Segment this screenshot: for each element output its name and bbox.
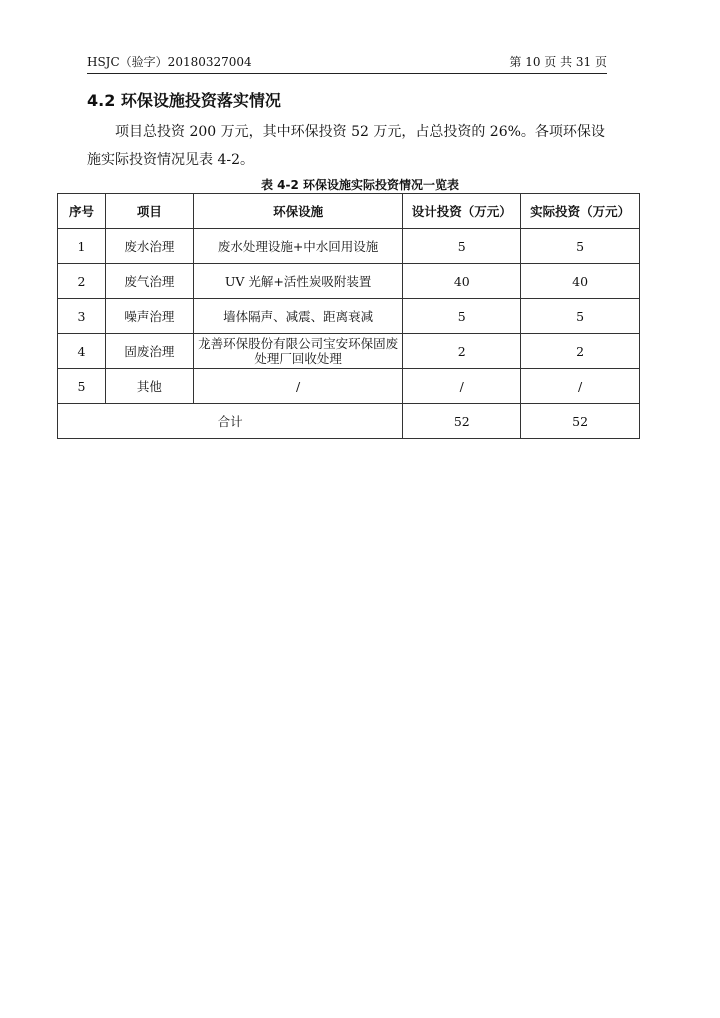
page-header [87,52,607,74]
cell-actual: 40 [521,264,640,299]
report-number: HSJC（验字）20180327004 [87,55,252,69]
cell-total-design: 52 [403,404,521,439]
cell-no: 3 [58,299,106,334]
cell-no: 5 [58,369,106,404]
cell-design: 40 [403,264,521,299]
cell-item: 其他 [105,369,193,404]
cell-facility: 墙体隔声、减震、距离衰减 [193,299,403,334]
cell-item: 废气治理 [105,264,193,299]
cell-actual: 5 [521,299,640,334]
table-total-row [58,404,640,439]
table-row [58,334,640,369]
cell-total-actual: 52 [521,404,640,439]
section-title: 4.2 环保设施投资落实情况 [87,91,281,110]
investment-table [57,193,640,439]
section-paragraph: 项目总投资 200 万元，其中环保投资 52 万元，占总投资的 26%。各项环保设施实际投资情况见表 4-2。 [87,124,605,168]
table-row [58,264,640,299]
table-row [58,369,640,404]
page-number: 第 10 页 共 31 页 [509,55,607,69]
cell-no: 1 [58,229,106,264]
cell-design: 2 [403,334,521,369]
cell-facility: 龙善环保股份有限公司宝安环保固废处理厂回收处理 [193,334,403,369]
cell-item: 固废治理 [105,334,193,369]
cell-no: 4 [58,334,106,369]
cell-facility: UV 光解+活性炭吸附装置 [193,264,403,299]
header-actual-investment: 实际投资（万元） [521,194,640,229]
table-caption: 表 4-2 环保设施实际投资情况一览表 [260,178,460,192]
header-no: 序号 [58,194,106,229]
cell-facility: 废水处理设施+中水回用设施 [193,229,403,264]
table-row [58,229,640,264]
cell-item: 噪声治理 [105,299,193,334]
cell-total-label: 合计 [58,404,403,439]
cell-actual: 5 [521,229,640,264]
cell-item: 废水治理 [105,229,193,264]
header-facility: 环保设施 [193,194,403,229]
cell-actual: 2 [521,334,640,369]
cell-actual: / [521,369,640,404]
cell-facility: / [193,369,403,404]
table-header-row [58,194,640,229]
cell-design: / [403,369,521,404]
cell-design: 5 [403,229,521,264]
cell-design: 5 [403,299,521,334]
header-item: 项目 [105,194,193,229]
header-design-investment: 设计投资（万元） [403,194,521,229]
table-row [58,299,640,334]
cell-no: 2 [58,264,106,299]
